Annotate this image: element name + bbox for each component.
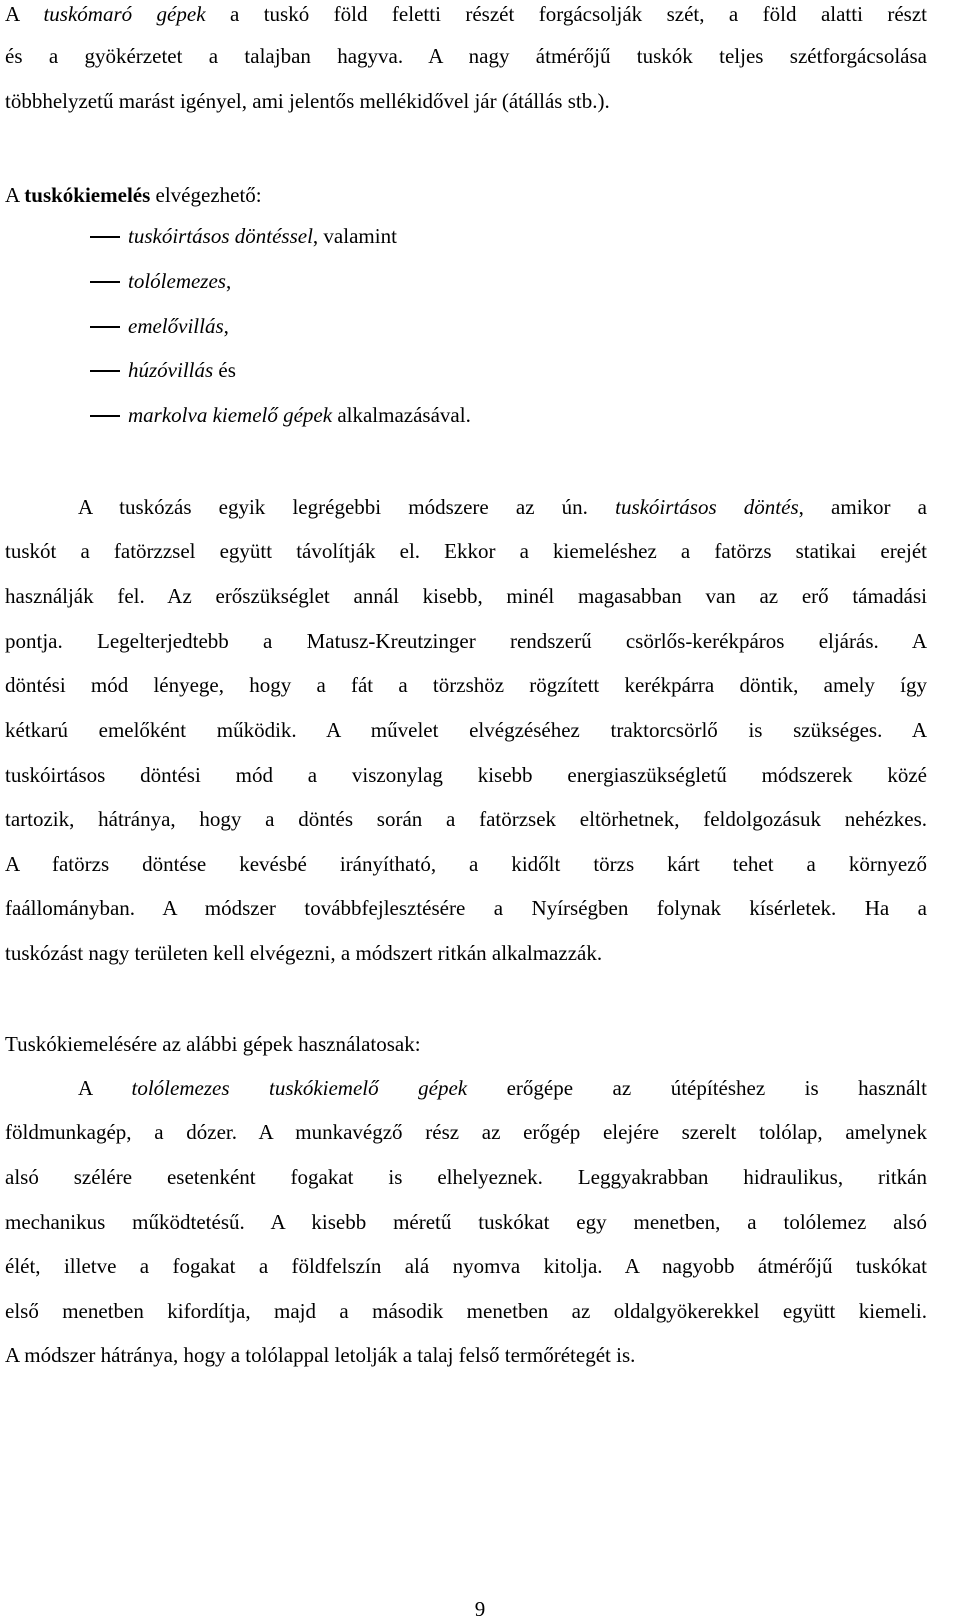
paragraph-3-line-4: pontja. Legelterjedtebb a Matusz-Kreutzinger rendszerű csörlős-kerékpáros eljárás. A (5, 629, 927, 653)
paragraph-1-line-3: többhelyzetű marást igényel, ami jelentős mellékidővel jár (átállás stb.). (5, 89, 610, 113)
paragraph-3-line-7: tuskóirtásos döntési mód a viszonylag kisebb energiaszükségletű módszerek közé (5, 763, 927, 787)
paragraph-3-line-5: döntési mód lényege, hogy a fát a törzshöz rögzített kerékpárra döntik, amely így (5, 673, 927, 697)
paragraph-3-line-10: faállományban. A módszer továbbfejlesztésére a Nyírségben folynak kísérletek. Ha a (5, 896, 927, 920)
paragraph-4-line-3: alsó szélére esetenként fogakat is elhelyeznek. Leggyakrabban hidraulikus, ritkán (5, 1165, 927, 1189)
paragraph-3-line-8: tartozik, hátránya, hogy a döntés során a fatörzsek eltörhetnek, feldolgozásuk nehézkes. (5, 807, 927, 831)
paragraph-3-line-11: tuskózást nagy területen kell elvégezni, a módszert ritkán alkalmazzák. (5, 941, 603, 965)
paragraph-1-line-2: és a gyökérzetet a talajban hagyva. A nagy átmérőjű tuskók teljes szétforgácsolása (5, 44, 927, 68)
paragraph-3-line-9: A fatörzs döntése kevésbé irányítható, a kidőlt törzs kárt tehet a környező (5, 852, 927, 876)
paragraph-4-line-2: földmunkagép, a dózer. A munkavégző rész az erőgép elejére szerelt tolólap, amelynek (5, 1120, 927, 1144)
dash-bullet (90, 415, 120, 417)
paragraph-3-line-2: tuskót a fatörzzsel együtt távolítják el. Ekkor a kiemeléshez a fatörzs statikai erejét (5, 539, 927, 563)
page-number: 9 (474, 1597, 486, 1621)
paragraph-1-line-1: A tuskómaró gépek a tuskó föld feletti részét forgácsolják szét, a föld alatti részt (5, 2, 927, 26)
dash-bullet (90, 370, 120, 372)
document-page: A tuskómaró gépek a tuskó föld feletti részét forgácsolják szét, a föld alatti részt és a gyökérzetet a talajban hagyva. A nagy átmérőjű tuskók teljes szétforgácsolása többhelyzetű marást igényel, ami jelentős mellékidővel jár (átállás stb.). A tuskókiemelés elvégezhető: tuskóirtásos döntéssel, valamint tolólemezes, emelővillás, húzóvillás és markolva kiemelő gépek alkalmazásával. A tuskózás egyik legrégebbi módszere az ún. tuskóirtásos döntés, amikor a tuskót a fatörzzsel együtt távolítják el. Ekkor a kiemeléshez a fatörzs statikai erejét használják fel. Az erőszükséglet annál kisebb, minél magasabban van az erő támadási pontja. Legelterjedtebb a Matusz-Kreutzinger rendszerű csörlős-kerékpáros eljárás. A döntési mód lényege, hogy a fát a törzshöz rögzített kerékpárra döntik, amely így kétkarú emelőként működik. A művelet elvégzéséhez traktorcsörlő is szükséges. A tuskóirtásos döntési mód a viszonylag kisebb energiaszükségletű módszerek közé tartozik, hátránya, hogy a döntés során a fatörzsek eltörhetnek, feldolgozásuk nehézkes. A fatörzs döntése kevésbé irányítható, a kidőlt törzs kárt tehet a környező faállományban. A módszer továbbfejlesztésére a Nyírségben folynak kísérletek. Ha a tuskózást nagy területen kell elvégezni, a módszert ritkán alkalmazzák. Tuskókiemelésére az alábbi gépek használatosak: A tolólemezes tuskókiemelő gépek erőgépe az útépítéshez is használt földmunkagép, a dózer. A munkavégző rész az erőgép elejére szerelt tolólap, amelynek alsó szélére esetenként fogakat is elhelyeznek. Leggyakrabban hidraulikus, ritkán mechanikus működtetésű. A kisebb méretű tuskókat egy menetben, a tolólemez alsó élét, illetve a fogakat a földfelszín alá nyomva kitolja. A nagyobb átmérőjű tuskókat első menetben kifordítja, majd a második menetben az oldalgyökerekkel együtt kiemeli. A módszer hátránya, hogy a tolólappal letolják a talaj felső termőrétegét is. 9 (0, 0, 960, 1623)
paragraph-4-line-4: mechanikus működtetésű. A kisebb méretű tuskókat egy menetben, a tolólemez alsó (5, 1210, 927, 1234)
paragraph-3-line-6: kétkarú emelőként működik. A művelet elvégzéséhez traktorcsörlő is szükséges. A (5, 718, 927, 742)
dash-bullet (90, 281, 120, 283)
paragraph-4-line-6: első menetben kifordítja, majd a második menetben az oldalgyökerekkel együtt kiemeli. (5, 1299, 927, 1323)
dash-bullet (90, 326, 120, 328)
section-heading: Tuskókiemelésére az alábbi gépek használatosak: (5, 1032, 421, 1056)
dash-bullet (90, 236, 120, 238)
paragraph-3-line-1: A tuskózás egyik legrégebbi módszere az ún. tuskóirtásos döntés, amikor a (78, 495, 928, 519)
paragraph-4-line-5: élét, illetve a fogakat a földfelszín alá nyomva kitolja. A nagyobb átmérőjű tuskókat (5, 1254, 927, 1278)
paragraph-4-line-7: A módszer hátránya, hogy a tolólappal letolják a talaj felső termőrétegét is. (5, 1343, 636, 1367)
paragraph-3-line-3: használják fel. Az erőszükséglet annál kisebb, minél magasabban van az erő támadási (5, 584, 927, 608)
paragraph-4-line-1: A tolólemezes tuskókiemelő gépek erőgépe az útépítéshez is használt (78, 1076, 927, 1100)
list-intro: A tuskókiemelés elvégezhető: (5, 183, 262, 207)
